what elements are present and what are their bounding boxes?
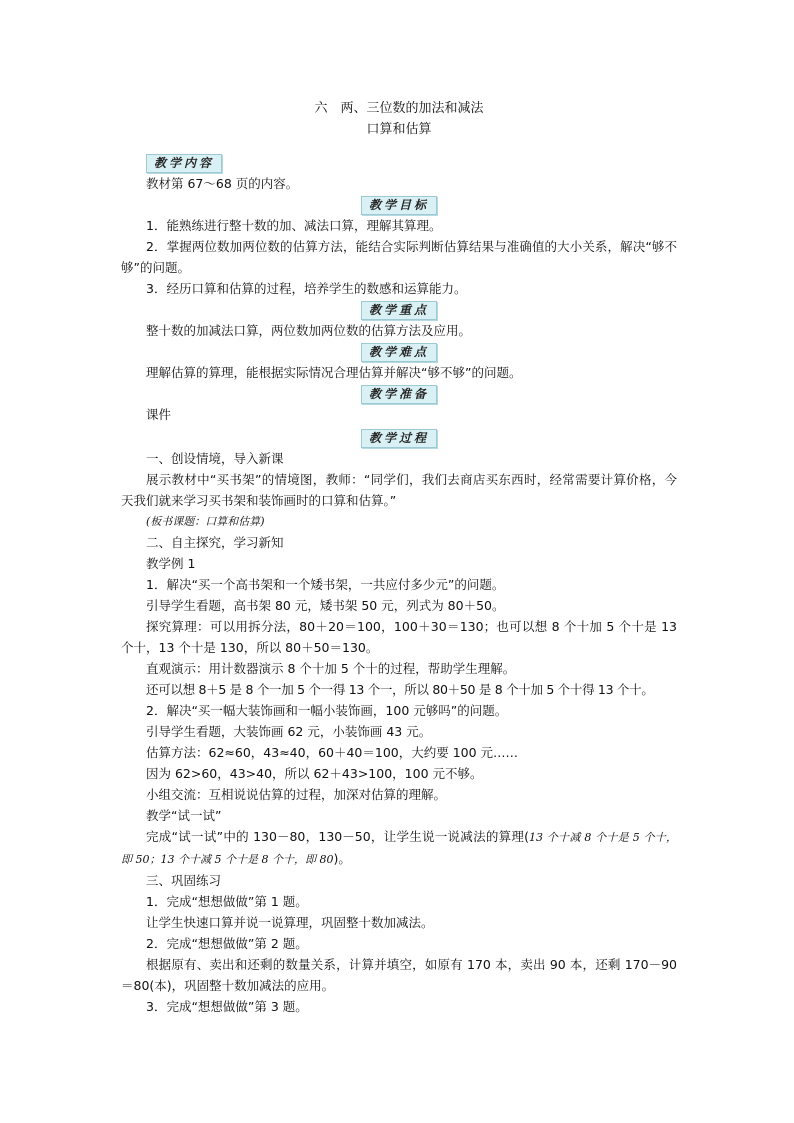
board-title-note: (板书课题：口算和估算) <box>146 515 265 528</box>
process-paragraph: 教学“试一试” <box>146 808 222 823</box>
process-heading: 三、巩固练习 <box>146 873 222 888</box>
process-paragraph: 让学生快速口算并说一说算理，巩固整十数加减法。 <box>146 915 434 930</box>
header-badge-process: 教学过程 <box>361 429 437 448</box>
header-badge-difficulty: 教学难点 <box>361 343 437 362</box>
goal-item: 3．经历口算和估算的过程，培养学生的数感和运算能力。 <box>146 281 467 296</box>
section-header-goals <box>121 194 677 215</box>
process-paragraph: 探究算理：可以用拆分法，80＋20＝100，100＋30＝130；也可以想 8 个十加 5 个十是 13 个十，13 个十是 130，所以 80＋50＝130。 <box>121 619 677 655</box>
section-header-key <box>121 299 677 320</box>
process-paragraph: 1．完成“想想做做”第 1 题。 <box>146 894 308 909</box>
prep-text: 课件 <box>146 407 172 422</box>
process-paragraph: 展示教材中“买书架”的情境图，教师：“同学们，我们去商店买东西时，经常需要计算价格，今天我们就来学习买书架和装饰画时的口算和估算。” <box>121 472 677 508</box>
process-heading: 二、自主探究，学习新知 <box>146 535 284 550</box>
document-page <box>121 98 677 1017</box>
process-paragraph <box>121 826 677 870</box>
process-paragraph: 根据原有、卖出和还剩的数量关系，计算并填空，如原有 170 本，卖出 90 本，还剩 170－90＝80(本)，巩固整十数加减法的应用。 <box>121 957 677 993</box>
process-paragraph: 3．完成“想想做做”第 3 题。 <box>146 999 308 1014</box>
process-paragraph: 引导学生看题，大装饰画 62 元，小装饰画 43 元。 <box>146 724 432 739</box>
header-badge-content: 教学内容 <box>146 154 222 173</box>
process-paragraph: 2．解决“买一幅大装饰画和一幅小装饰画，100 元够吗”的问题。 <box>146 703 508 718</box>
document-title: 六 两、三位数的加法和减法 <box>314 101 484 116</box>
process-paragraph: 教学例 1 <box>146 556 196 571</box>
section-header-prep <box>121 383 677 404</box>
process-paragraph: 引导学生看题，高书架 80 元，矮书架 50 元，列式为 80＋50。 <box>146 598 505 613</box>
section-header-process <box>121 427 677 448</box>
header-badge-goals: 教学目标 <box>361 196 437 215</box>
section-header-content <box>121 152 677 173</box>
process-paragraph: 2．完成“想想做做”第 2 题。 <box>146 936 308 951</box>
process-paragraph: 还可以想 8＋5 是 8 个一加 5 个一得 13 个一，所以 80＋50 是 8 个十加 5 个十得 13 个十。 <box>146 682 654 697</box>
process-paragraph: 直观演示：用计数器演示 8 个十加 5 个十的过程，帮助学生理解。 <box>146 661 516 676</box>
key-text: 整十数的加减法口算，两位数加两位数的估算方法及应用。 <box>146 323 472 338</box>
try-it-italic-note: 13 个十减 8 个十是 5 个十，即 50；13 个十减 5 个十是 8 个十，即 80 <box>121 831 677 866</box>
process-paragraph: 估算方法：62≈60，43≈40，60＋40＝100，大约要 100 元…… <box>146 745 519 760</box>
header-badge-prep: 教学准备 <box>361 385 437 404</box>
header-badge-key: 教学重点 <box>361 301 437 320</box>
goal-item: 1．能熟练进行整十数的加、减法口算，理解其算理。 <box>146 218 442 233</box>
process-paragraph: 因为 62>60，43>40，所以 62＋43>100，100 元不够。 <box>146 766 483 781</box>
process-paragraph: 1．解决“买一个高书架和一个矮书架，一共应付多少元”的问题。 <box>146 577 505 592</box>
difficulty-text: 理解估算的算理，能根据实际情况合理估算并解决“够不够”的问题。 <box>146 365 522 380</box>
section-header-difficulty <box>121 341 677 362</box>
document-subtitle: 口算和估算 <box>366 122 432 137</box>
try-it-close: )。 <box>333 851 351 866</box>
process-paragraph: 小组交流：互相说说估算的过程，加深对估算的理解。 <box>146 787 447 802</box>
try-it-text: 完成“试一试”中的 130－80，130－50，让学生说一说减法的算理( <box>146 829 530 844</box>
process-heading: 一、创设情境，导入新课 <box>146 451 284 466</box>
goal-item: 2．掌握两位数加两位数的估算方法，能结合实际判断估算结果与准确值的大小关系，解决“够不够”的问题。 <box>121 239 677 275</box>
content-text: 教材第 67～68 页的内容。 <box>146 176 299 191</box>
